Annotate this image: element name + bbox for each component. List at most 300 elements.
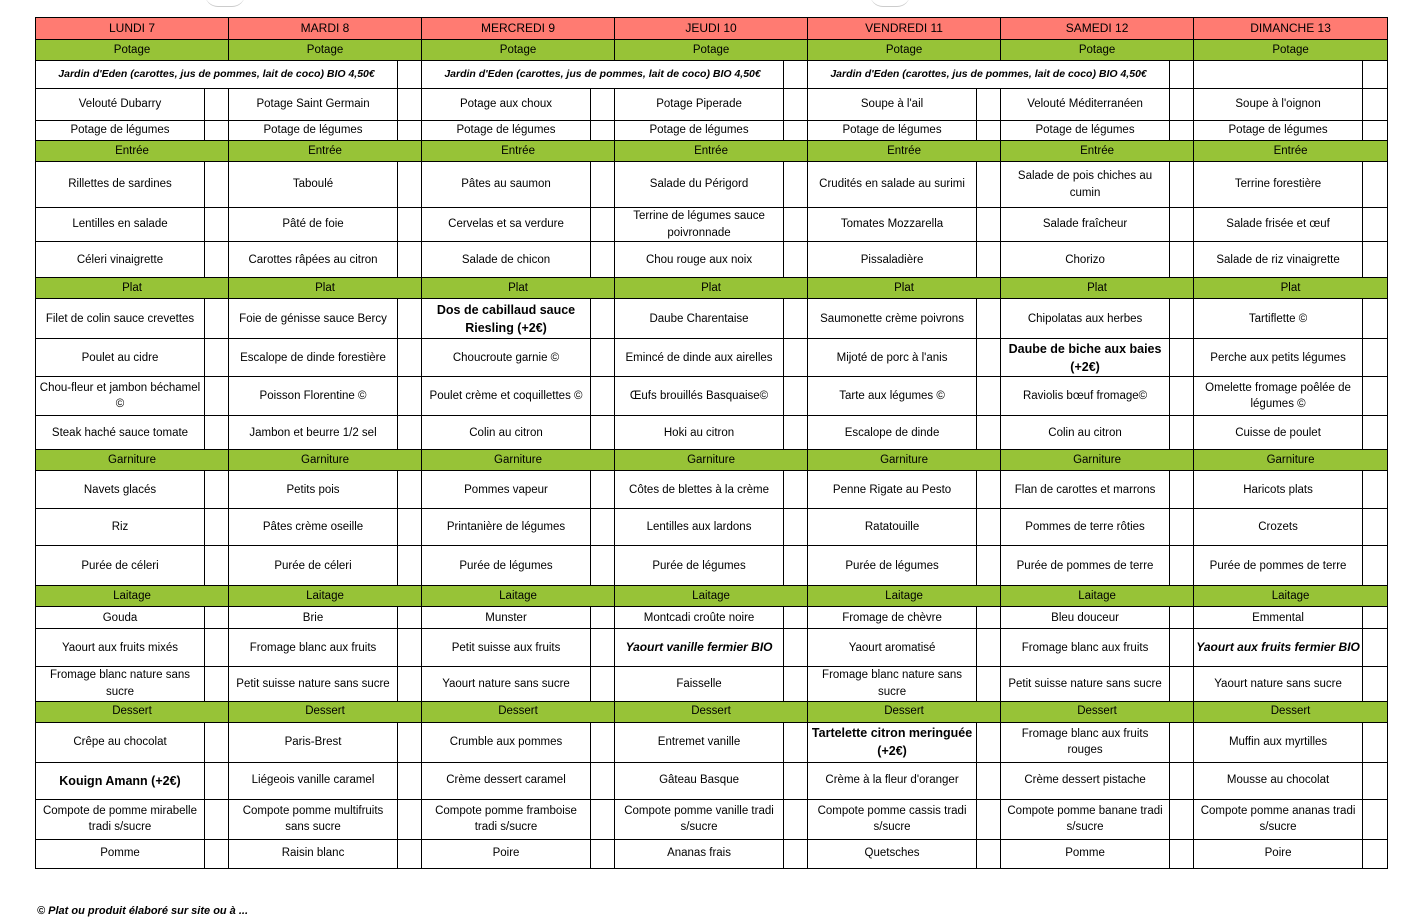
menu-item: Entremet vanille [615, 722, 784, 762]
checkbox-cell [1170, 667, 1194, 701]
day-header: MARDI 8 [229, 18, 422, 40]
checkbox-cell [205, 299, 229, 339]
menu-item: Chou rouge aux noix [615, 242, 784, 278]
checkbox-cell [1170, 416, 1194, 450]
menu-item: Quetsches [808, 839, 977, 868]
checkbox-cell [784, 799, 808, 839]
checkbox-cell [398, 377, 422, 416]
menu-item: Crudités en salade au surimi [808, 162, 977, 208]
menu-item: Velouté Dubarry [36, 89, 205, 121]
menu-item: Terrine forestière [1194, 162, 1363, 208]
menu-item: Pâtes crème oseille [229, 509, 398, 546]
menu-item: Cervelas et sa verdure [422, 208, 591, 242]
menu-item: Petit suisse nature sans sucre [229, 667, 398, 701]
menu-row-garniture [36, 471, 1388, 509]
menu-item: Fromage blanc aux fruits [1001, 629, 1170, 667]
checkbox-cell [1363, 509, 1388, 546]
menu-item: Soupe à l'ail [808, 89, 977, 121]
menu-item: Gâteau Basque [615, 762, 784, 799]
checkbox-cell [784, 509, 808, 546]
checkbox-cell [977, 416, 1001, 450]
menu-item: Poisson Florentine © [229, 377, 398, 416]
menu-row-laitage [36, 629, 1388, 667]
menu-item: Pommes de terre rôties [1001, 509, 1170, 546]
checkbox-cell [591, 546, 615, 586]
checkbox-cell [1363, 607, 1388, 629]
menu-item: Crumble aux pommes [422, 722, 591, 762]
category-label: Garniture [615, 450, 808, 471]
menu-item: Tartiflette © [1194, 299, 1363, 339]
checkbox-cell [977, 471, 1001, 509]
checkbox-cell [784, 162, 808, 208]
checkbox-cell [591, 839, 615, 868]
checkbox-cell [977, 377, 1001, 416]
menu-item: Cuisse de poulet [1194, 416, 1363, 450]
category-label: Plat [422, 278, 615, 299]
checkbox-cell [977, 509, 1001, 546]
checkbox-cell [398, 799, 422, 839]
checkbox-cell [977, 121, 1001, 141]
checkbox-cell [398, 208, 422, 242]
checkbox-cell [1170, 509, 1194, 546]
category-label: Dessert [229, 701, 422, 722]
checkbox-cell [977, 339, 1001, 377]
menu-item: Compote de pomme mirabelle tradi s/sucre [36, 799, 205, 839]
menu-item: Perche aux petits légumes [1194, 339, 1363, 377]
category-label: Dessert [1194, 701, 1388, 722]
checkbox-cell [591, 377, 615, 416]
menu-item: Haricots plats [1194, 471, 1363, 509]
checkbox-cell [1363, 629, 1388, 667]
checkbox-cell [784, 471, 808, 509]
checkbox-cell [977, 762, 1001, 799]
menu-item: Pomme [1001, 839, 1170, 868]
category-label: Laitage [1001, 586, 1194, 607]
day-header: DIMANCHE 13 [1194, 18, 1388, 40]
checkbox-cell [977, 299, 1001, 339]
checkbox-cell [977, 667, 1001, 701]
category-label: Potage [1194, 40, 1388, 61]
menu-item: Mousse au chocolat [1194, 762, 1363, 799]
menu-item: Fromage blanc aux fruits [229, 629, 398, 667]
menu-item: Yaourt nature sans sucre [1194, 667, 1363, 701]
checkbox-cell [1170, 762, 1194, 799]
checkbox-cell [591, 416, 615, 450]
category-label: Entrée [36, 141, 229, 162]
menu-item: Potage de légumes [1194, 121, 1363, 141]
menu-item: Escalope de dinde [808, 416, 977, 450]
checkbox-cell [1363, 208, 1388, 242]
checkbox-cell [1170, 546, 1194, 586]
checkbox-cell [205, 89, 229, 121]
menu-item: Potage de légumes [1001, 121, 1170, 141]
checkbox-cell [205, 799, 229, 839]
category-label: Entrée [615, 141, 808, 162]
category-label: Entrée [1194, 141, 1388, 162]
menu-item: Crêpe au chocolat [36, 722, 205, 762]
checkbox-cell [591, 762, 615, 799]
checkbox-cell [1363, 121, 1388, 141]
checkbox-cell [398, 339, 422, 377]
checkbox-cell [1363, 471, 1388, 509]
menu-item: Purée de pommes de terre [1194, 546, 1363, 586]
menu-item: Purée de légumes [422, 546, 591, 586]
menu-item: Chorizo [1001, 242, 1170, 278]
checkbox-cell [784, 89, 808, 121]
checkbox-cell [1363, 546, 1388, 586]
checkbox-cell [1363, 89, 1388, 121]
menu-item: Colin au citron [1001, 416, 1170, 450]
checkbox-cell [398, 61, 422, 89]
checkbox-cell [784, 208, 808, 242]
menu-item: Compote pomme banane tradi s/sucre [1001, 799, 1170, 839]
menu-item: Fromage blanc nature sans sucre [808, 667, 977, 701]
menu-item: Chou-fleur et jambon béchamel © [36, 377, 205, 416]
category-label: Entrée [1001, 141, 1194, 162]
menu-item: Pâtes au saumon [422, 162, 591, 208]
menu-item: Potage Saint Germain [229, 89, 398, 121]
checkbox-cell [205, 377, 229, 416]
category-row-potage [36, 40, 1388, 61]
menu-row-laitage [36, 607, 1388, 629]
category-label: Entrée [422, 141, 615, 162]
category-label: Entrée [808, 141, 1001, 162]
menu-row-dessert [36, 839, 1388, 868]
menu-item: Fromage blanc nature sans sucre [36, 667, 205, 701]
checkbox-cell [1170, 121, 1194, 141]
menu-item: Poulet crème et coquillettes © [422, 377, 591, 416]
menu-item: Lentilles en salade [36, 208, 205, 242]
menu-row-laitage [36, 667, 1388, 701]
checkbox-cell [591, 607, 615, 629]
checkbox-cell [398, 546, 422, 586]
menu-item: Ratatouille [808, 509, 977, 546]
checkbox-cell [591, 299, 615, 339]
category-label: Entrée [229, 141, 422, 162]
checkbox-cell [977, 722, 1001, 762]
menu-row-dessert [36, 762, 1388, 799]
menu-item: Petit suisse aux fruits [422, 629, 591, 667]
category-label: Dessert [615, 701, 808, 722]
checkbox-cell [784, 762, 808, 799]
category-label: Plat [229, 278, 422, 299]
menu-item: Filet de colin sauce crevettes [36, 299, 205, 339]
checkbox-cell [1363, 839, 1388, 868]
checkbox-cell [784, 61, 808, 89]
menu-item: Yaourt aux fruits fermier BIO [1194, 629, 1363, 667]
menu-item: Terrine de légumes sauce poivronnade [615, 208, 784, 242]
menu-item: Compote pomme cassis tradi s/sucre [808, 799, 977, 839]
checkbox-cell [1170, 208, 1194, 242]
menu-item: Liégeois vanille caramel [229, 762, 398, 799]
day-header: SAMEDI 12 [1001, 18, 1194, 40]
day-header: LUNDI 7 [36, 18, 229, 40]
menu-item: Fromage blanc aux fruits rouges [1001, 722, 1170, 762]
checkbox-cell [977, 629, 1001, 667]
checkbox-cell [398, 299, 422, 339]
menu-item: Compote pomme multifruits sans sucre [229, 799, 398, 839]
footer-note: © Plat ou produit élaboré sur site ou à ... [37, 905, 249, 917]
checkbox-cell [784, 121, 808, 141]
checkbox-cell [1363, 416, 1388, 450]
checkbox-cell [1170, 471, 1194, 509]
menu-item: Saumonette crème poivrons [808, 299, 977, 339]
menu-item: Tomates Mozzarella [808, 208, 977, 242]
category-label: Laitage [615, 586, 808, 607]
menu-item: Potage de légumes [808, 121, 977, 141]
menu-item: Purée de légumes [615, 546, 784, 586]
checkbox-cell [205, 509, 229, 546]
menu-item: Salade frisée et œuf [1194, 208, 1363, 242]
category-row-dessert [36, 701, 1388, 722]
bio-juice-offer: Jardin d'Eden (carottes, jus de pommes, lait de coco) BIO 4,50€ [808, 61, 1170, 89]
menu-item: Penne Rigate au Pesto [808, 471, 977, 509]
day-header-row [36, 18, 1388, 40]
menu-row-entree [36, 208, 1388, 242]
menu-item: Escalope de dinde forestière [229, 339, 398, 377]
menu-item: Omelette fromage poêlée de légumes © [1194, 377, 1363, 416]
category-label: Plat [1001, 278, 1194, 299]
menu-row-garniture [36, 509, 1388, 546]
checkbox-cell [1363, 722, 1388, 762]
checkbox-cell [398, 722, 422, 762]
category-label: Potage [1001, 40, 1194, 61]
menu-item: Taboulé [229, 162, 398, 208]
menu-item: Choucroute garnie © [422, 339, 591, 377]
checkbox-cell [1363, 762, 1388, 799]
menu-item: Tartelette citron meringuée (+2€) [808, 722, 977, 762]
checkbox-cell [977, 162, 1001, 208]
menu-item: Muffin aux myrtilles [1194, 722, 1363, 762]
weekly-menu-table [35, 17, 1388, 869]
menu-item: Potage de légumes [36, 121, 205, 141]
category-row-laitage [36, 586, 1388, 607]
bio-juice-offer: Jardin d'Eden (carottes, jus de pommes, lait de coco) BIO 4,50€ [36, 61, 398, 89]
menu-item: Salade de pois chiches au cumin [1001, 162, 1170, 208]
menu-item: Pommes vapeur [422, 471, 591, 509]
category-label: Plat [36, 278, 229, 299]
menu-item: Jambon et beurre 1/2 sel [229, 416, 398, 450]
checkbox-cell [591, 509, 615, 546]
checkbox-cell [398, 509, 422, 546]
category-row-garniture [36, 450, 1388, 471]
checkbox-cell [1363, 299, 1388, 339]
menu-item: Paris-Brest [229, 722, 398, 762]
menu-item: Soupe à l'oignon [1194, 89, 1363, 121]
category-label: Garniture [229, 450, 422, 471]
checkbox-cell [591, 629, 615, 667]
category-label: Plat [1194, 278, 1388, 299]
menu-item: Carottes râpées au citron [229, 242, 398, 278]
menu-item: Chipolatas aux herbes [1001, 299, 1170, 339]
menu-item: Purée de céleri [229, 546, 398, 586]
menu-item: Pissaladière [808, 242, 977, 278]
checkbox-cell [398, 471, 422, 509]
checkbox-cell [784, 242, 808, 278]
top-decoration [205, 0, 245, 7]
checkbox-cell [1170, 162, 1194, 208]
checkbox-cell [398, 162, 422, 208]
menu-row-plat [36, 377, 1388, 416]
menu-item: Petit suisse nature sans sucre [1001, 667, 1170, 701]
menu-item: Salade du Périgord [615, 162, 784, 208]
category-label: Potage [229, 40, 422, 61]
menu-item: Œufs brouillés Basquaise© [615, 377, 784, 416]
checkbox-cell [1170, 839, 1194, 868]
menu-item: Tarte aux légumes © [808, 377, 977, 416]
menu-item: Foie de génisse sauce Bercy [229, 299, 398, 339]
category-label: Dessert [422, 701, 615, 722]
category-label: Garniture [1001, 450, 1194, 471]
checkbox-cell [591, 667, 615, 701]
checkbox-cell [1170, 722, 1194, 762]
menu-item: Purée de pommes de terre [1001, 546, 1170, 586]
checkbox-cell [1170, 61, 1194, 89]
checkbox-cell [784, 546, 808, 586]
day-header: MERCREDI 9 [422, 18, 615, 40]
menu-item: Crème dessert pistache [1001, 762, 1170, 799]
checkbox-cell [784, 299, 808, 339]
menu-item: Daube Charentaise [615, 299, 784, 339]
category-row-entree [36, 141, 1388, 162]
checkbox-cell [784, 839, 808, 868]
category-label: Potage [36, 40, 229, 61]
checkbox-cell [398, 89, 422, 121]
menu-item: Dos de cabillaud sauce Riesling (+2€) [422, 299, 591, 339]
category-label: Potage [422, 40, 615, 61]
checkbox-cell [205, 416, 229, 450]
checkbox-cell [591, 208, 615, 242]
checkbox-cell [1170, 299, 1194, 339]
menu-item: Hoki au citron [615, 416, 784, 450]
checkbox-cell [1170, 242, 1194, 278]
category-label: Potage [615, 40, 808, 61]
menu-row-plat [36, 299, 1388, 339]
checkbox-cell [1170, 629, 1194, 667]
menu-item: Faisselle [615, 667, 784, 701]
checkbox-cell [205, 471, 229, 509]
category-label: Laitage [422, 586, 615, 607]
menu-item: Yaourt vanille fermier BIO [615, 629, 784, 667]
checkbox-cell [591, 339, 615, 377]
menu-item: Steak haché sauce tomate [36, 416, 205, 450]
checkbox-cell [205, 242, 229, 278]
menu-item: Yaourt aromatisé [808, 629, 977, 667]
menu-item: Montcadi croûte noire [615, 607, 784, 629]
checkbox-cell [784, 722, 808, 762]
category-label: Dessert [1001, 701, 1194, 722]
day-header: JEUDI 10 [615, 18, 808, 40]
checkbox-cell [977, 799, 1001, 839]
checkbox-cell [1363, 667, 1388, 701]
menu-row-entree [36, 242, 1388, 278]
checkbox-cell [1363, 61, 1388, 89]
menu-item: Salade de chicon [422, 242, 591, 278]
menu-item: Salade de riz vinaigrette [1194, 242, 1363, 278]
menu-item: Bleu douceur [1001, 607, 1170, 629]
checkbox-cell [591, 89, 615, 121]
checkbox-cell [591, 799, 615, 839]
category-label: Garniture [36, 450, 229, 471]
checkbox-cell [205, 208, 229, 242]
menu-item: Poire [422, 839, 591, 868]
menu-item: Compote pomme ananas tradi s/sucre [1194, 799, 1363, 839]
category-label: Dessert [808, 701, 1001, 722]
checkbox-cell [205, 629, 229, 667]
checkbox-cell [1363, 242, 1388, 278]
checkbox-cell [977, 89, 1001, 121]
bio-juice-offer: Jardin d'Eden (carottes, jus de pommes, lait de coco) BIO 4,50€ [422, 61, 784, 89]
category-label: Dessert [36, 701, 229, 722]
checkbox-cell [784, 607, 808, 629]
menu-item: Navets glacés [36, 471, 205, 509]
checkbox-cell [977, 242, 1001, 278]
checkbox-cell [398, 629, 422, 667]
empty-cell [1194, 61, 1363, 89]
checkbox-cell [398, 121, 422, 141]
menu-row-dessert [36, 799, 1388, 839]
checkbox-cell [205, 667, 229, 701]
category-row-plat [36, 278, 1388, 299]
checkbox-cell [1363, 162, 1388, 208]
category-label: Laitage [229, 586, 422, 607]
checkbox-cell [591, 722, 615, 762]
checkbox-cell [1170, 339, 1194, 377]
checkbox-cell [977, 546, 1001, 586]
menu-item: Munster [422, 607, 591, 629]
category-label: Laitage [36, 586, 229, 607]
checkbox-cell [205, 839, 229, 868]
checkbox-cell [977, 607, 1001, 629]
checkbox-cell [977, 208, 1001, 242]
category-label: Plat [808, 278, 1001, 299]
checkbox-cell [205, 607, 229, 629]
jardin-eden-row [36, 61, 1388, 89]
checkbox-cell [1363, 799, 1388, 839]
checkbox-cell [591, 121, 615, 141]
menu-item: Kouign Amann (+2€) [36, 762, 205, 799]
menu-item: Mijoté de porc à l'anis [808, 339, 977, 377]
menu-row-potage [36, 89, 1388, 121]
menu-item: Velouté Méditerranéen [1001, 89, 1170, 121]
menu-item: Fromage de chèvre [808, 607, 977, 629]
checkbox-cell [205, 339, 229, 377]
menu-item: Pomme [36, 839, 205, 868]
menu-row-garniture [36, 546, 1388, 586]
menu-item: Salade fraîcheur [1001, 208, 1170, 242]
checkbox-cell [205, 762, 229, 799]
checkbox-cell [205, 121, 229, 141]
menu-item: Purée de légumes [808, 546, 977, 586]
checkbox-cell [398, 839, 422, 868]
menu-item: Crème dessert caramel [422, 762, 591, 799]
menu-item: Gouda [36, 607, 205, 629]
checkbox-cell [784, 377, 808, 416]
menu-item: Raisin blanc [229, 839, 398, 868]
menu-item: Colin au citron [422, 416, 591, 450]
checkbox-cell [398, 607, 422, 629]
menu-row-dessert [36, 722, 1388, 762]
day-header: VENDREDI 11 [808, 18, 1001, 40]
checkbox-cell [1170, 89, 1194, 121]
menu-item: Compote pomme vanille tradi s/sucre [615, 799, 784, 839]
menu-item: Compote pomme framboise tradi s/sucre [422, 799, 591, 839]
checkbox-cell [591, 471, 615, 509]
checkbox-cell [205, 162, 229, 208]
checkbox-cell [1170, 799, 1194, 839]
menu-item: Crème à la fleur d'oranger [808, 762, 977, 799]
checkbox-cell [1170, 377, 1194, 416]
